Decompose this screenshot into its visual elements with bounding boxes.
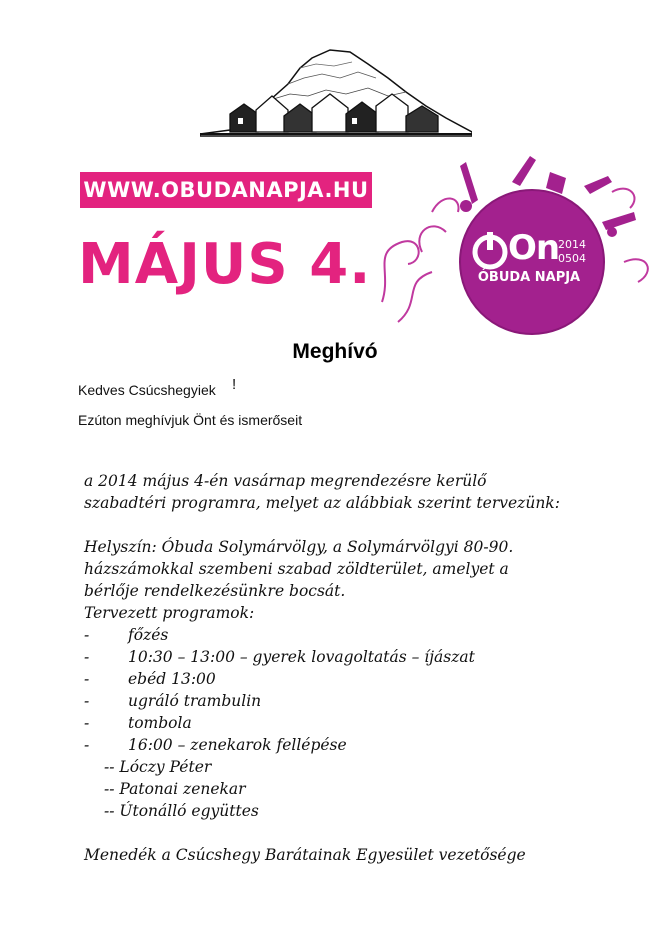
band-item: -- Útonálló együttes bbox=[104, 802, 259, 820]
signature-line: Menedék a Csúcshegy Barátainak Egyesület vezetősége bbox=[84, 846, 526, 864]
program-item bbox=[84, 712, 644, 734]
event-date-headline: MÁJUS 4. bbox=[78, 232, 372, 297]
programs-heading: Tervezett programok: bbox=[84, 604, 255, 622]
intro-line: a 2014 május 4-én vasárnap megrendezésre kerülő bbox=[84, 472, 487, 490]
program-item bbox=[84, 734, 644, 756]
list-dash: - bbox=[84, 626, 90, 644]
location-line: házszámokkal szembeni szabad zöldterület, amelyet a bbox=[84, 560, 509, 578]
village-hill-illustration bbox=[200, 44, 472, 138]
program-text: ebéd 13:00 bbox=[128, 670, 216, 688]
greeting-line: Kedves Csúcshegyiek bbox=[78, 382, 216, 398]
logo-name: ÓBUDA NAPJA bbox=[477, 270, 581, 285]
band-item: -- Lóczy Péter bbox=[104, 758, 212, 776]
logo-year: 2014 bbox=[558, 238, 586, 251]
program-text: 10:30 – 13:00 – gyerek lovagoltatás – íjászat bbox=[128, 648, 475, 666]
invitation-title: Meghívó bbox=[292, 340, 378, 363]
program-text: ugráló trambulin bbox=[128, 692, 262, 710]
list-dash: - bbox=[84, 670, 90, 688]
logo-mark-text: On bbox=[508, 228, 560, 268]
list-dash: - bbox=[84, 648, 90, 666]
program-item bbox=[84, 646, 644, 668]
invitation-body bbox=[84, 470, 644, 822]
list-dash: - bbox=[84, 714, 90, 732]
intro-line: szabadtéri programra, melyet az alábbiak szerint tervezünk: bbox=[84, 494, 560, 512]
program-item bbox=[84, 624, 644, 646]
location-line: bérlője rendelkezésünkre bocsát. bbox=[84, 582, 346, 600]
location-line: Helyszín: Óbuda Solymárvölgy, a Solymárvölgyi 80-90. bbox=[84, 538, 514, 556]
invite-line: Ezúton meghívjuk Önt és ismerőseit bbox=[78, 412, 303, 428]
list-dash: - bbox=[84, 736, 90, 754]
website-url-banner[interactable]: WWW.OBUDANAPJA.HU bbox=[80, 172, 372, 208]
list-dash: - bbox=[84, 692, 90, 710]
program-item bbox=[84, 668, 644, 690]
obuda-napja-logo bbox=[362, 152, 662, 336]
greeting-exclamation: ! bbox=[232, 376, 237, 393]
logo-date-code: 0504 bbox=[558, 252, 586, 265]
program-text: 16:00 – zenekarok fellépése bbox=[128, 736, 347, 754]
program-text: főzés bbox=[128, 626, 169, 644]
program-text: tombola bbox=[128, 714, 192, 732]
program-item bbox=[84, 690, 644, 712]
band-item: -- Patonai zenekar bbox=[104, 780, 246, 798]
